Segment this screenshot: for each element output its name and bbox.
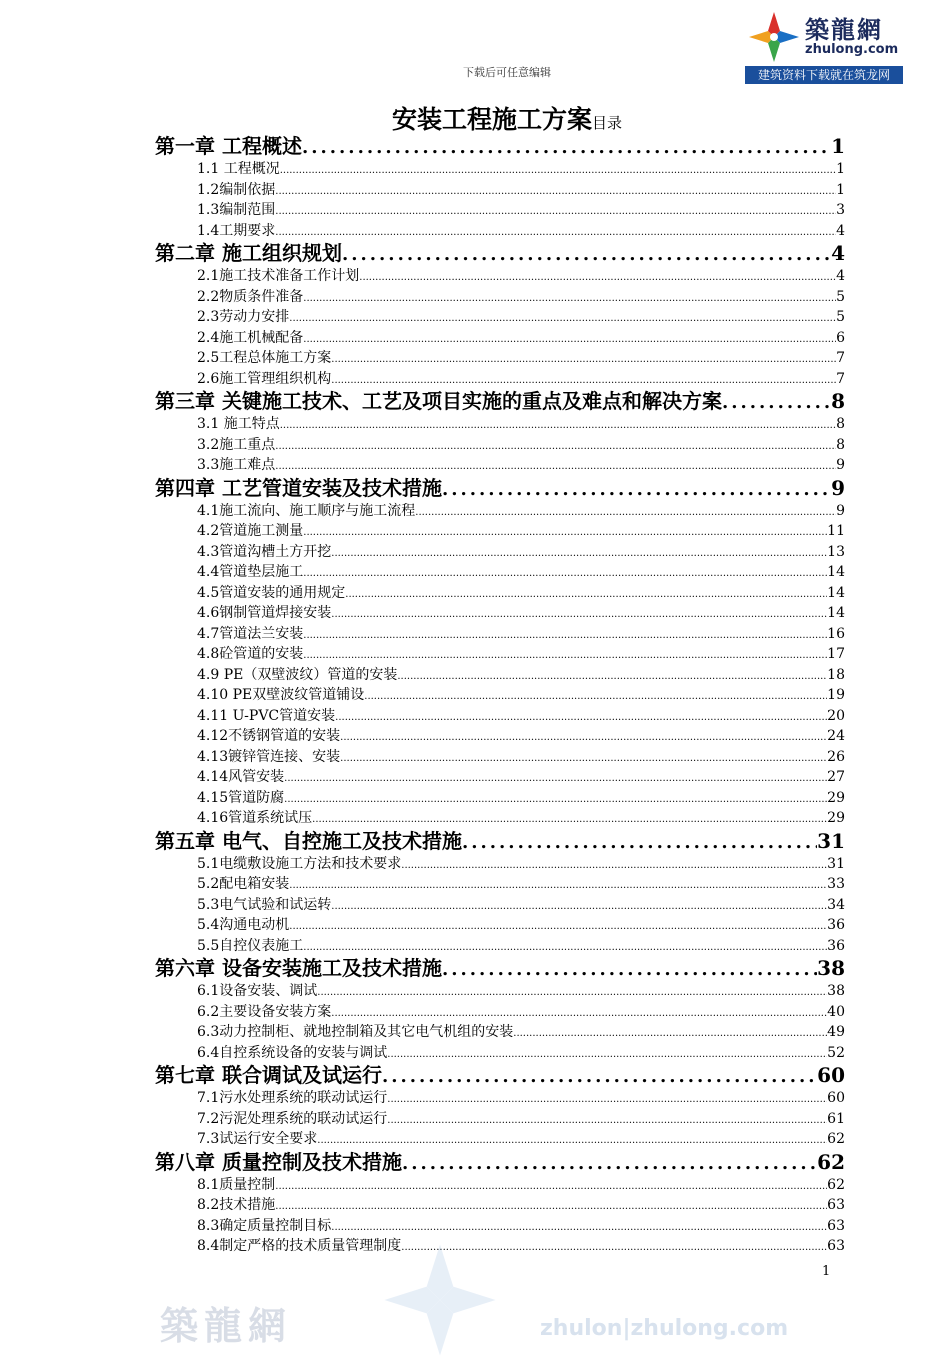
- toc-dot-leader: [331, 544, 827, 563]
- toc-dot-leader: [289, 309, 836, 328]
- watermark-star-icon: [380, 1240, 500, 1360]
- toc-section-label: 4.15管道防腐: [197, 789, 285, 806]
- toc-section-page: 8: [836, 416, 845, 432]
- toc-dot-leader: [275, 223, 836, 242]
- toc-section-label: 4.3管道沟槽土方开挖: [197, 543, 332, 560]
- toc-section-label: 2.1施工技术准备工作计划: [197, 268, 360, 284]
- toc-chapter-entry[interactable]: [155, 476, 845, 501]
- toc-section-page: 17: [827, 646, 845, 662]
- toc-section-entry[interactable]: [155, 981, 845, 1002]
- toc-section-page: 16: [827, 625, 845, 642]
- toc-section-entry[interactable]: [155, 808, 845, 829]
- toc-chapter-page: 62: [817, 1149, 845, 1174]
- toc-section-entry[interactable]: [155, 1022, 845, 1043]
- toc-section-entry[interactable]: [155, 1109, 845, 1130]
- toc-section-entry[interactable]: [155, 221, 845, 242]
- toc-dot-leader: [275, 182, 836, 201]
- toc-chapter-label: 第三章 关键施工技术、工艺及项目实施的重点及难点和解决方案: [155, 389, 722, 413]
- toc-dot-leader: [289, 876, 827, 895]
- toc-section-page: 61: [827, 1110, 845, 1127]
- toc-section-entry[interactable]: [155, 328, 845, 349]
- toc-section-label: 4.8砼管道的安装: [197, 646, 304, 662]
- toc-section-entry[interactable]: [155, 603, 845, 624]
- toc-dot-leader: [397, 667, 827, 686]
- toc-section-page: 52: [827, 1044, 845, 1061]
- watermark-domain: zhulon|zhulong.com: [540, 1316, 789, 1341]
- toc-section-page: 1: [836, 161, 845, 177]
- logo-domain: zhulong.com: [805, 42, 899, 57]
- toc-dot-leader: [331, 350, 836, 369]
- toc-section-label: 6.1设备安装、调试: [197, 983, 318, 999]
- toc-section-page: 49: [827, 1024, 845, 1040]
- toc-section-page: 18: [827, 666, 845, 683]
- toc-chapter-label: 第四章 工艺管道安装及技术措施: [155, 475, 442, 500]
- toc-section-label: 2.2物质条件准备: [197, 288, 304, 305]
- toc-section-page: 4: [836, 268, 845, 284]
- toc-section-entry[interactable]: [155, 1195, 845, 1216]
- toc-dot-leader: [345, 585, 827, 604]
- toc-section-label: 1.1 工程概况: [197, 161, 280, 177]
- toc-dot-leader: [401, 856, 827, 875]
- toc-section-page: 6: [836, 329, 845, 346]
- toc-section-entry[interactable]: [155, 583, 845, 604]
- toc-section-entry[interactable]: [155, 542, 845, 563]
- toc-dot-leader: [335, 708, 827, 727]
- toc-chapter-label: 第六章 设备安装施工及技术措施: [155, 956, 442, 980]
- toc-section-entry[interactable]: [155, 266, 845, 287]
- table-of-contents: [155, 134, 845, 1257]
- toc-dot-leader: [284, 769, 827, 788]
- toc-section-page: 62: [827, 1131, 845, 1147]
- toc-section-label: 4.12不锈钢管道的安装: [197, 728, 341, 744]
- toc-dot-leader: [340, 749, 827, 768]
- toc-dot-leader: [387, 1111, 827, 1130]
- toc-section-page: 11: [827, 523, 845, 539]
- toc-section-label: 4.10 PE双壁波纹管道铺设: [197, 687, 365, 703]
- toc-section-entry[interactable]: [155, 1129, 845, 1150]
- toc-section-label: 5.4沟通电动机: [197, 917, 290, 933]
- toc-section-page: 5: [836, 288, 845, 305]
- toc-dot-leader: [331, 1218, 827, 1237]
- toc-section-label: 8.4制定严格的技术质量管理制度: [197, 1238, 402, 1254]
- toc-dot-leader: [442, 957, 817, 981]
- toc-chapter-page: 60: [817, 1063, 845, 1087]
- toc-dot-leader: [317, 1131, 827, 1150]
- toc-section-label: 8.2技术措施: [197, 1197, 276, 1213]
- toc-section-entry[interactable]: [155, 726, 845, 747]
- toc-section-entry[interactable]: [155, 1088, 845, 1109]
- toc-section-entry[interactable]: [155, 455, 845, 476]
- toc-section-page: 40: [827, 1003, 845, 1020]
- toc-section-entry[interactable]: [155, 287, 845, 308]
- toc-section-entry[interactable]: [155, 1216, 845, 1237]
- toc-section-label: 4.16管道系统试压: [197, 810, 313, 826]
- toc-section-label: 5.5自控仪表施工: [197, 937, 304, 954]
- toc-chapter-page: 31: [817, 828, 845, 853]
- toc-section-page: 29: [827, 789, 845, 806]
- toc-chapter-entry[interactable]: [155, 1063, 845, 1088]
- toc-section-entry[interactable]: [155, 1175, 845, 1196]
- toc-chapter-label: 第一章 工程概述: [155, 134, 302, 158]
- toc-dot-leader: [284, 790, 827, 809]
- toc-section-page: 3: [836, 202, 845, 218]
- toc-chapter-page: 1: [831, 134, 845, 158]
- toc-section-page: 63: [827, 1217, 845, 1234]
- toc-chapter-entry[interactable]: [155, 389, 845, 414]
- toc-section-label: 1.3编制范围: [197, 202, 276, 218]
- document-title-sub: 目录: [592, 114, 623, 132]
- toc-dot-leader: [331, 371, 836, 390]
- toc-dot-leader: [303, 564, 827, 583]
- toc-dot-leader: [331, 605, 827, 624]
- toc-section-page: 36: [827, 937, 845, 954]
- toc-section-entry[interactable]: [155, 501, 845, 522]
- toc-section-entry[interactable]: [155, 685, 845, 706]
- toc-section-label: 6.3动力控制柜、就地控制箱及其它电气机组的安装: [197, 1024, 514, 1040]
- toc-dot-leader: [442, 477, 831, 501]
- toc-section-label: 3.2施工重点: [197, 436, 276, 453]
- toc-section-label: 4.13镀锌管连接、安装: [197, 748, 341, 765]
- toc-section-entry[interactable]: [155, 895, 845, 916]
- toc-section-page: 27: [827, 769, 845, 785]
- toc-section-label: 4.14风管安装: [197, 769, 285, 785]
- toc-section-page: 14: [827, 605, 845, 621]
- toc-section-entry[interactable]: [155, 874, 845, 895]
- toc-dot-leader: [340, 728, 827, 747]
- toc-section-entry[interactable]: [155, 767, 845, 788]
- toc-section-label: 2.5工程总体施工方案: [197, 350, 332, 366]
- toc-dot-leader: [303, 626, 827, 645]
- toc-section-page: 62: [827, 1176, 845, 1193]
- toc-section-label: 4.4管道垫层施工: [197, 564, 304, 580]
- toc-section-entry[interactable]: [155, 521, 845, 542]
- toc-section-page: 33: [827, 876, 845, 892]
- document-title-main: 安装工程施工方案: [391, 105, 592, 134]
- toc-section-entry[interactable]: [155, 936, 845, 957]
- toc-section-label: 6.4自控系统设备的安装与调试: [197, 1044, 388, 1061]
- toc-section-entry[interactable]: [155, 159, 845, 180]
- toc-section-entry[interactable]: [155, 369, 845, 390]
- toc-dot-leader: [462, 830, 817, 854]
- toc-section-page: 60: [827, 1090, 845, 1106]
- toc-chapter-label: 第七章 联合调试及试运行: [155, 1063, 382, 1087]
- toc-section-page: 7: [836, 350, 845, 366]
- toc-section-entry[interactable]: [155, 1236, 845, 1257]
- toc-section-entry[interactable]: [155, 644, 845, 665]
- toc-section-label: 1.4工期要求: [197, 222, 276, 239]
- toc-chapter-entry[interactable]: [155, 134, 845, 159]
- toc-section-page: 36: [827, 917, 845, 933]
- toc-section-label: 5.3电气试验和试运转: [197, 896, 332, 913]
- toc-dot-leader: [342, 242, 831, 266]
- toc-section-page: 7: [836, 370, 845, 387]
- toc-section-label: 1.2编制依据: [197, 181, 276, 198]
- toc-section-label: 3.3施工难点: [197, 457, 276, 473]
- toc-section-entry[interactable]: [155, 200, 845, 221]
- toc-dot-leader: [275, 1177, 827, 1196]
- toc-section-label: 2.3劳动力安排: [197, 309, 290, 325]
- toc-section-label: 2.4施工机械配备: [197, 329, 304, 346]
- toc-section-entry[interactable]: [155, 180, 845, 201]
- toc-dot-leader: [387, 1090, 827, 1109]
- toc-section-entry[interactable]: [155, 562, 845, 583]
- toc-dot-leader: [289, 917, 827, 936]
- toc-dot-leader: [331, 1004, 827, 1023]
- toc-section-entry[interactable]: [155, 665, 845, 686]
- toc-dot-leader: [387, 1045, 827, 1064]
- toc-section-label: 4.5管道安装的通用规定: [197, 584, 346, 601]
- toc-dot-leader: [303, 938, 827, 957]
- toc-dot-leader: [415, 503, 836, 522]
- toc-section-page: 34: [827, 896, 845, 913]
- toc-dot-leader: [275, 202, 836, 221]
- toc-section-page: 1: [836, 181, 845, 198]
- toc-chapter-label: 第二章 施工组织规划: [155, 241, 342, 265]
- toc-section-page: 19: [827, 687, 845, 703]
- toc-section-entry[interactable]: [155, 348, 845, 369]
- toc-chapter-page: 38: [817, 956, 845, 980]
- toc-section-entry[interactable]: [155, 624, 845, 645]
- toc-section-label: 7.2污泥处理系统的联动试运行: [197, 1110, 388, 1127]
- toc-dot-leader: [513, 1024, 827, 1043]
- toc-section-page: 63: [827, 1238, 845, 1254]
- toc-section-page: 24: [827, 728, 845, 744]
- toc-section-page: 26: [827, 748, 845, 765]
- toc-section-page: 8: [836, 436, 845, 453]
- toc-chapter-entry[interactable]: [155, 1150, 845, 1175]
- toc-section-entry[interactable]: [155, 1002, 845, 1023]
- toc-section-page: 63: [827, 1197, 845, 1213]
- toc-chapter-label: 第五章 电气、自控施工及技术措施: [155, 828, 462, 853]
- zhulong-star-logo-icon: [747, 10, 801, 64]
- toc-chapter-page: 9: [831, 475, 845, 500]
- toc-section-page: 29: [827, 810, 845, 826]
- toc-section-label: 7.1污水处理系统的联动试运行: [197, 1090, 388, 1106]
- toc-section-entry[interactable]: [155, 854, 845, 875]
- toc-section-page: 14: [827, 564, 845, 580]
- toc-section-page: 13: [827, 543, 845, 560]
- toc-chapter-entry[interactable]: [155, 241, 845, 266]
- toc-section-entry[interactable]: [155, 747, 845, 768]
- toc-dot-leader: [382, 1064, 817, 1088]
- toc-section-entry[interactable]: [155, 915, 845, 936]
- toc-chapter-page: 8: [831, 389, 845, 413]
- toc-dot-leader: [312, 810, 827, 829]
- toc-section-entry[interactable]: [155, 706, 845, 727]
- logo-top: [745, 8, 903, 66]
- toc-section-label: 4.11 U-PVC管道安装: [197, 707, 336, 724]
- toc-section-label: 3.1 施工特点: [197, 416, 280, 432]
- toc-section-label: 2.6施工管理组织机构: [197, 370, 332, 387]
- toc-chapter-label: 第八章 质量控制及技术措施: [155, 1149, 402, 1174]
- toc-dot-leader: [280, 416, 836, 435]
- toc-section-label: 6.2主要设备安装方案: [197, 1003, 332, 1020]
- toc-section-entry[interactable]: [155, 788, 845, 809]
- toc-section-entry[interactable]: [155, 1043, 845, 1064]
- page-number: 1: [822, 1264, 831, 1279]
- toc-section-page: 20: [827, 707, 845, 724]
- toc-chapter-entry[interactable]: [155, 956, 845, 981]
- toc-section-label: 5.1电缆敷设施工方法和技术要求: [197, 855, 402, 872]
- toc-section-page: 4: [836, 222, 845, 239]
- toc-dot-leader: [317, 983, 827, 1002]
- toc-dot-leader: [303, 646, 827, 665]
- toc-section-page: 5: [836, 309, 845, 325]
- site-logo[interactable]: [745, 8, 903, 84]
- toc-section-label: 8.1质量控制: [197, 1176, 276, 1193]
- toc-section-label: 4.6钢制管道焊接安装: [197, 605, 332, 621]
- toc-section-label: 4.9 PE（双壁波纹）管道的安装: [197, 666, 398, 683]
- toc-section-page: 9: [836, 502, 845, 519]
- toc-section-page: 9: [836, 457, 845, 473]
- watermark-name: 築龍網: [160, 1303, 293, 1348]
- toc-dot-leader: [280, 161, 836, 180]
- toc-dot-leader: [402, 1151, 817, 1175]
- toc-dot-leader: [275, 1197, 827, 1216]
- toc-dot-leader: [303, 330, 836, 349]
- toc-section-label: 5.2配电箱安装: [197, 876, 290, 892]
- toc-chapter-entry[interactable]: [155, 829, 845, 854]
- toc-section-page: 38: [827, 983, 845, 999]
- toc-dot-leader: [275, 457, 836, 476]
- toc-dot-leader: [275, 437, 836, 456]
- toc-dot-leader: [722, 390, 831, 414]
- toc-dot-leader: [359, 268, 836, 287]
- header-note: 下载后可任意编辑: [463, 66, 551, 79]
- document-title: [0, 100, 950, 136]
- logo-slogan: 建筑资料下载就在筑龙网: [745, 66, 903, 84]
- toc-section-label: 4.2管道施工测量: [197, 523, 304, 539]
- toc-section-page: 14: [827, 584, 845, 601]
- toc-dot-leader: [364, 687, 827, 706]
- logo-name: 築龍網: [805, 15, 883, 44]
- toc-dot-leader: [303, 289, 836, 308]
- toc-section-entry[interactable]: [155, 307, 845, 328]
- toc-section-label: 7.3试运行安全要求: [197, 1131, 318, 1147]
- toc-dot-leader: [303, 523, 827, 542]
- toc-dot-leader: [331, 897, 827, 916]
- toc-chapter-page: 4: [831, 241, 845, 265]
- toc-section-label: 4.7管道法兰安装: [197, 625, 304, 642]
- toc-section-label: 4.1施工流向、施工顺序与施工流程: [197, 502, 416, 519]
- toc-section-entry[interactable]: [155, 435, 845, 456]
- toc-section-page: 31: [827, 855, 845, 872]
- toc-dot-leader: [302, 135, 831, 159]
- toc-section-label: 8.3确定质量控制目标: [197, 1217, 332, 1234]
- toc-section-entry[interactable]: [155, 414, 845, 435]
